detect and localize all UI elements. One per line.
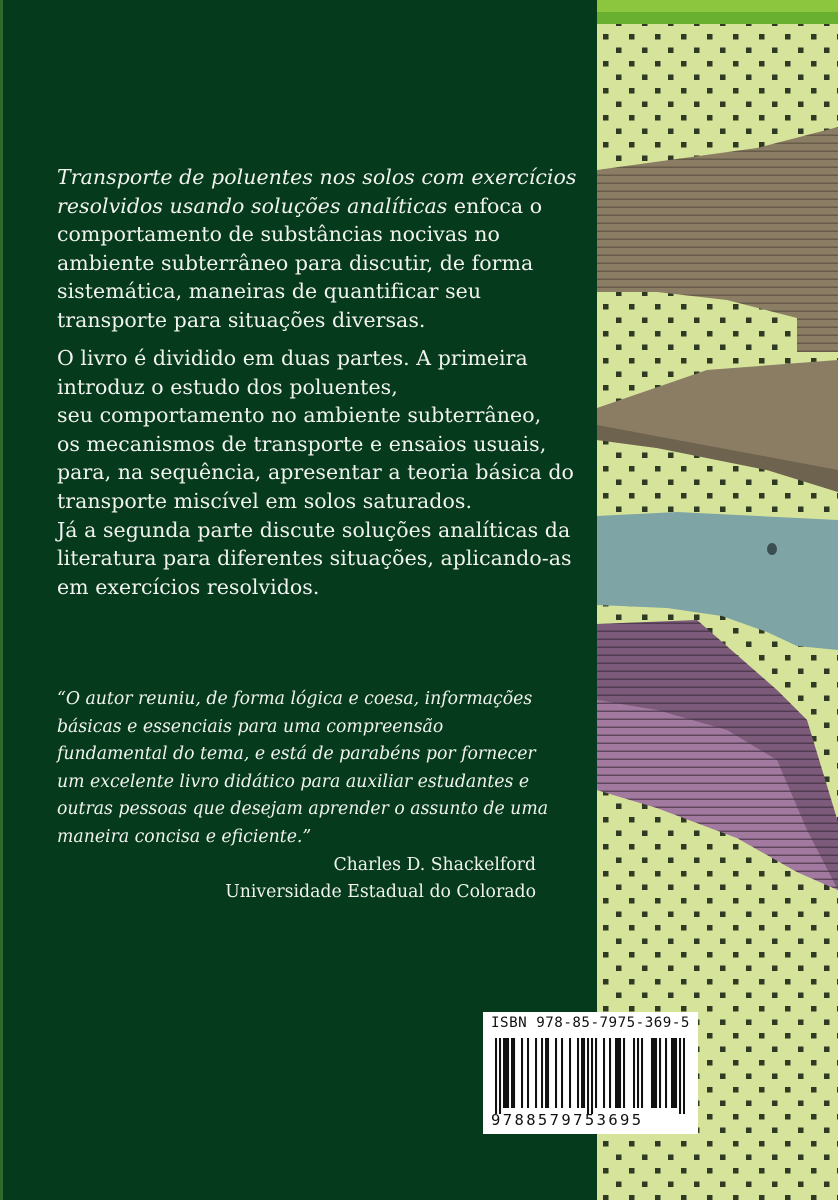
barcode-bar <box>603 1038 605 1108</box>
barcode-bar <box>591 1038 593 1114</box>
quote-line: um excelente livro didático para auxiliar estudantes e <box>57 771 530 792</box>
description-line: literatura para diferentes situações, aplicando-as <box>57 546 572 571</box>
barcode-bar <box>675 1038 677 1108</box>
barcode-bar <box>619 1038 621 1108</box>
description-line: transporte miscível em solos saturados. <box>57 488 473 513</box>
quote-line: outras pessoas que desejam aprender o assunto de uma <box>57 799 549 820</box>
barcode-bar <box>673 1038 675 1108</box>
barcode-bar <box>587 1038 589 1114</box>
description-line: seu comportamento no ambiente subterrâneo, <box>57 403 542 428</box>
barcode-digits: 9788579753695 <box>491 1111 644 1129</box>
barcode-bar <box>653 1038 655 1108</box>
book-title-italic: resolvidos usando soluções analíticas <box>57 193 448 218</box>
barcode-bar <box>561 1038 563 1108</box>
quote-line: básicas e essenciais para uma compreensão <box>57 716 444 737</box>
barcode-bar <box>637 1038 639 1108</box>
barcode-bar <box>581 1038 583 1108</box>
barcode-bar <box>665 1038 667 1108</box>
description-line: para, na sequência, apresentar a teoria básica do <box>57 460 574 485</box>
barcode-bars <box>495 1038 685 1114</box>
barcode-bar <box>671 1038 673 1108</box>
description-line: introduz o estudo dos poluentes, <box>57 374 398 399</box>
barcode-bar <box>495 1038 497 1114</box>
barcode-bar <box>505 1038 507 1108</box>
barcode-bar <box>547 1038 549 1108</box>
description-line: O livro é dividido em duas partes. A primeira <box>57 346 528 370</box>
description-line: Já a segunda parte discute soluções analíticas da <box>57 517 571 542</box>
description-line: ambiente subterrâneo para discutir, de forma <box>57 250 534 275</box>
barcode-bar <box>617 1038 619 1108</box>
barcode-bar <box>521 1038 523 1108</box>
barcode-bar <box>679 1038 681 1114</box>
barcode-bar <box>513 1038 515 1108</box>
barcode-bar <box>641 1038 643 1108</box>
barcode-bar <box>503 1038 505 1108</box>
barcode-bar <box>623 1038 625 1108</box>
barcode-bar <box>633 1038 635 1108</box>
isbn-label: ISBN 978-85-7975-369-5 <box>491 1015 690 1031</box>
barcode-bar <box>595 1038 597 1108</box>
barcode-bar <box>609 1038 611 1108</box>
quote-line: “O autor reuniu, de forma lógica e coesa, informações <box>57 689 533 709</box>
barcode-bar <box>545 1038 547 1108</box>
description-line: em exercícios resolvidos. <box>57 574 320 599</box>
barcode-bar <box>507 1038 509 1108</box>
barcode-bar <box>569 1038 571 1108</box>
quote-line: fundamental do tema, e está de parabéns por fornecer <box>57 744 536 765</box>
description-line: comportamento de substâncias nocivas no <box>57 222 500 247</box>
description-line: Transporte de poluentes nos solos com exercícios <box>57 165 577 189</box>
isbn-barcode <box>483 1012 698 1134</box>
description-line: transporte para situações diversas. <box>57 307 426 332</box>
barcode-bar <box>499 1038 501 1114</box>
barcode-bar <box>577 1038 579 1108</box>
description-line: sistemática, maneiras de quantificar seu <box>57 279 482 304</box>
quote-line: maneira concisa e eficiente.” <box>57 826 312 847</box>
barcode-bar <box>541 1038 543 1108</box>
barcode-bar <box>583 1038 585 1108</box>
barcode-bar <box>655 1038 657 1108</box>
barcode-bar <box>683 1038 685 1114</box>
endorsement-quote <box>57 686 577 852</box>
barcode-bar <box>511 1038 513 1108</box>
barcode-bar <box>615 1038 617 1108</box>
barcode-bar <box>555 1038 557 1108</box>
barcode-bar <box>651 1038 653 1108</box>
description-paragraph-1 <box>57 163 587 349</box>
description-line <box>57 192 587 221</box>
description-paragraph-2 <box>57 344 587 615</box>
barcode-bar <box>535 1038 537 1108</box>
barcode-bar <box>659 1038 661 1108</box>
barcode-bar <box>527 1038 529 1108</box>
quote-affiliation: Universidade Estadual do Colorado <box>225 882 536 902</box>
description-line: os mecanismos de transporte e ensaios usuais, <box>57 431 547 456</box>
quote-author: Charles D. Shackelford <box>333 855 536 875</box>
description-fragment: enfoca o <box>447 193 543 218</box>
